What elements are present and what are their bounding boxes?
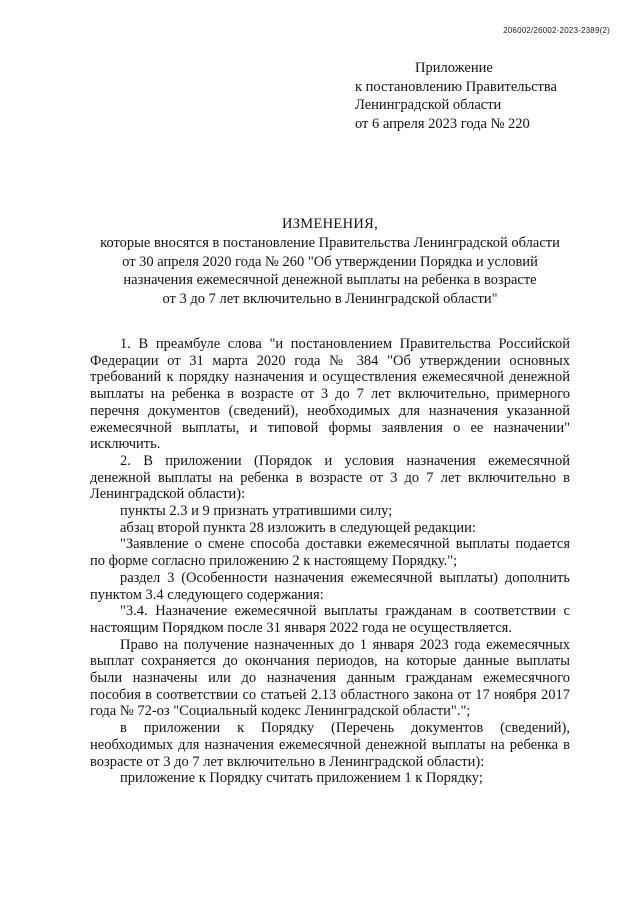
paragraph-void-points: пункты 2.3 и 9 признать утратившими силу; <box>120 503 393 520</box>
heading-line: которые вносятся в постановление Правительства Ленинградской области <box>100 234 560 251</box>
paragraph-documents-list: в приложении к Порядку (Перечень документов (сведений), необходимых для назначения ежемесячной денежной выплаты на ребенка в возрасте от 3 до 7 лет включительно в Ленинградской области): <box>90 720 570 770</box>
paragraph-section-3: раздел 3 (Особенности назначения ежемесячной выплаты) дополнить пунктом 3.4 следующего содержания: <box>90 569 570 603</box>
document-body <box>90 336 570 787</box>
paragraph-preamble: 1. В преамбуле слова "и постановлением Правительства Российской Федерации от 31 марта 2020 года № 384 "Об утверждении основных требований к порядку назначения и осуществления ежемесячной денежной выплаты на ребенка в возрасте от 3 до 7 лет включительно, примерного перечня документов (сведений), необходимых для назначения указанной ежемесячной выплаты, и типовой формы заявления о ее назначении" исключить. <box>90 336 570 453</box>
appendix-block <box>355 59 615 133</box>
paragraph-point-28: абзац второй пункта 28 изложить в следующей редакции: <box>120 519 476 536</box>
paragraph-appendix-changes: 2. В приложении (Порядок и условия назначения ежемесячной денежной выплаты на ребенка в возрасте от 3 до 7 лет включительно в Ленинградской области): <box>90 452 570 503</box>
heading-line: назначения ежемесячной денежной выплаты на ребенка в возрасте <box>123 272 537 289</box>
paragraph-point-3-4: "3.4. Назначение ежемесячной выплаты гражданам в соответствии с настоящим Порядком после 31 января 2022 года не осуществляется. <box>90 603 570 636</box>
document-registration-number: 206002/26002-2023-2389(2) <box>503 26 610 35</box>
paragraph-right-to-payment: Право на получение назначенных до 1 января 2023 года ежемесячных выплат сохраняется до окончания периодов, на которые данные выплаты были назначены или до назначения данным гражданам ежемесячного пособия в соответствии со статьей 2.13 областного закона от 17 ноября 2017 года № 72-оз "Социальный кодекс Ленинградской области"."; <box>90 636 570 720</box>
paragraph-renumber-appendix: приложение к Порядку считать приложением 1 к Порядку; <box>120 770 483 787</box>
heading-line: от 30 апреля 2020 года № 260 "Об утверждении Порядка и условий <box>122 253 538 270</box>
heading-title: ИЗМЕНЕНИЯ, <box>281 216 379 232</box>
appendix-line-region: Ленинградской области <box>355 97 502 114</box>
paragraph-quote-delivery: "Заявление о смене способа доставки ежемесячной выплаты подается по форме согласно приложению 2 к настоящему Порядку."; <box>90 536 570 570</box>
appendix-line-date: от 6 апреля 2023 года № 220 <box>355 115 530 132</box>
heading-line: от 3 до 7 лет включительно в Ленинградской области" <box>162 291 498 308</box>
appendix-line-resolution: к постановлению Правительства <box>355 78 557 95</box>
appendix-line-title: Приложение <box>415 60 493 76</box>
document-heading <box>60 215 600 309</box>
